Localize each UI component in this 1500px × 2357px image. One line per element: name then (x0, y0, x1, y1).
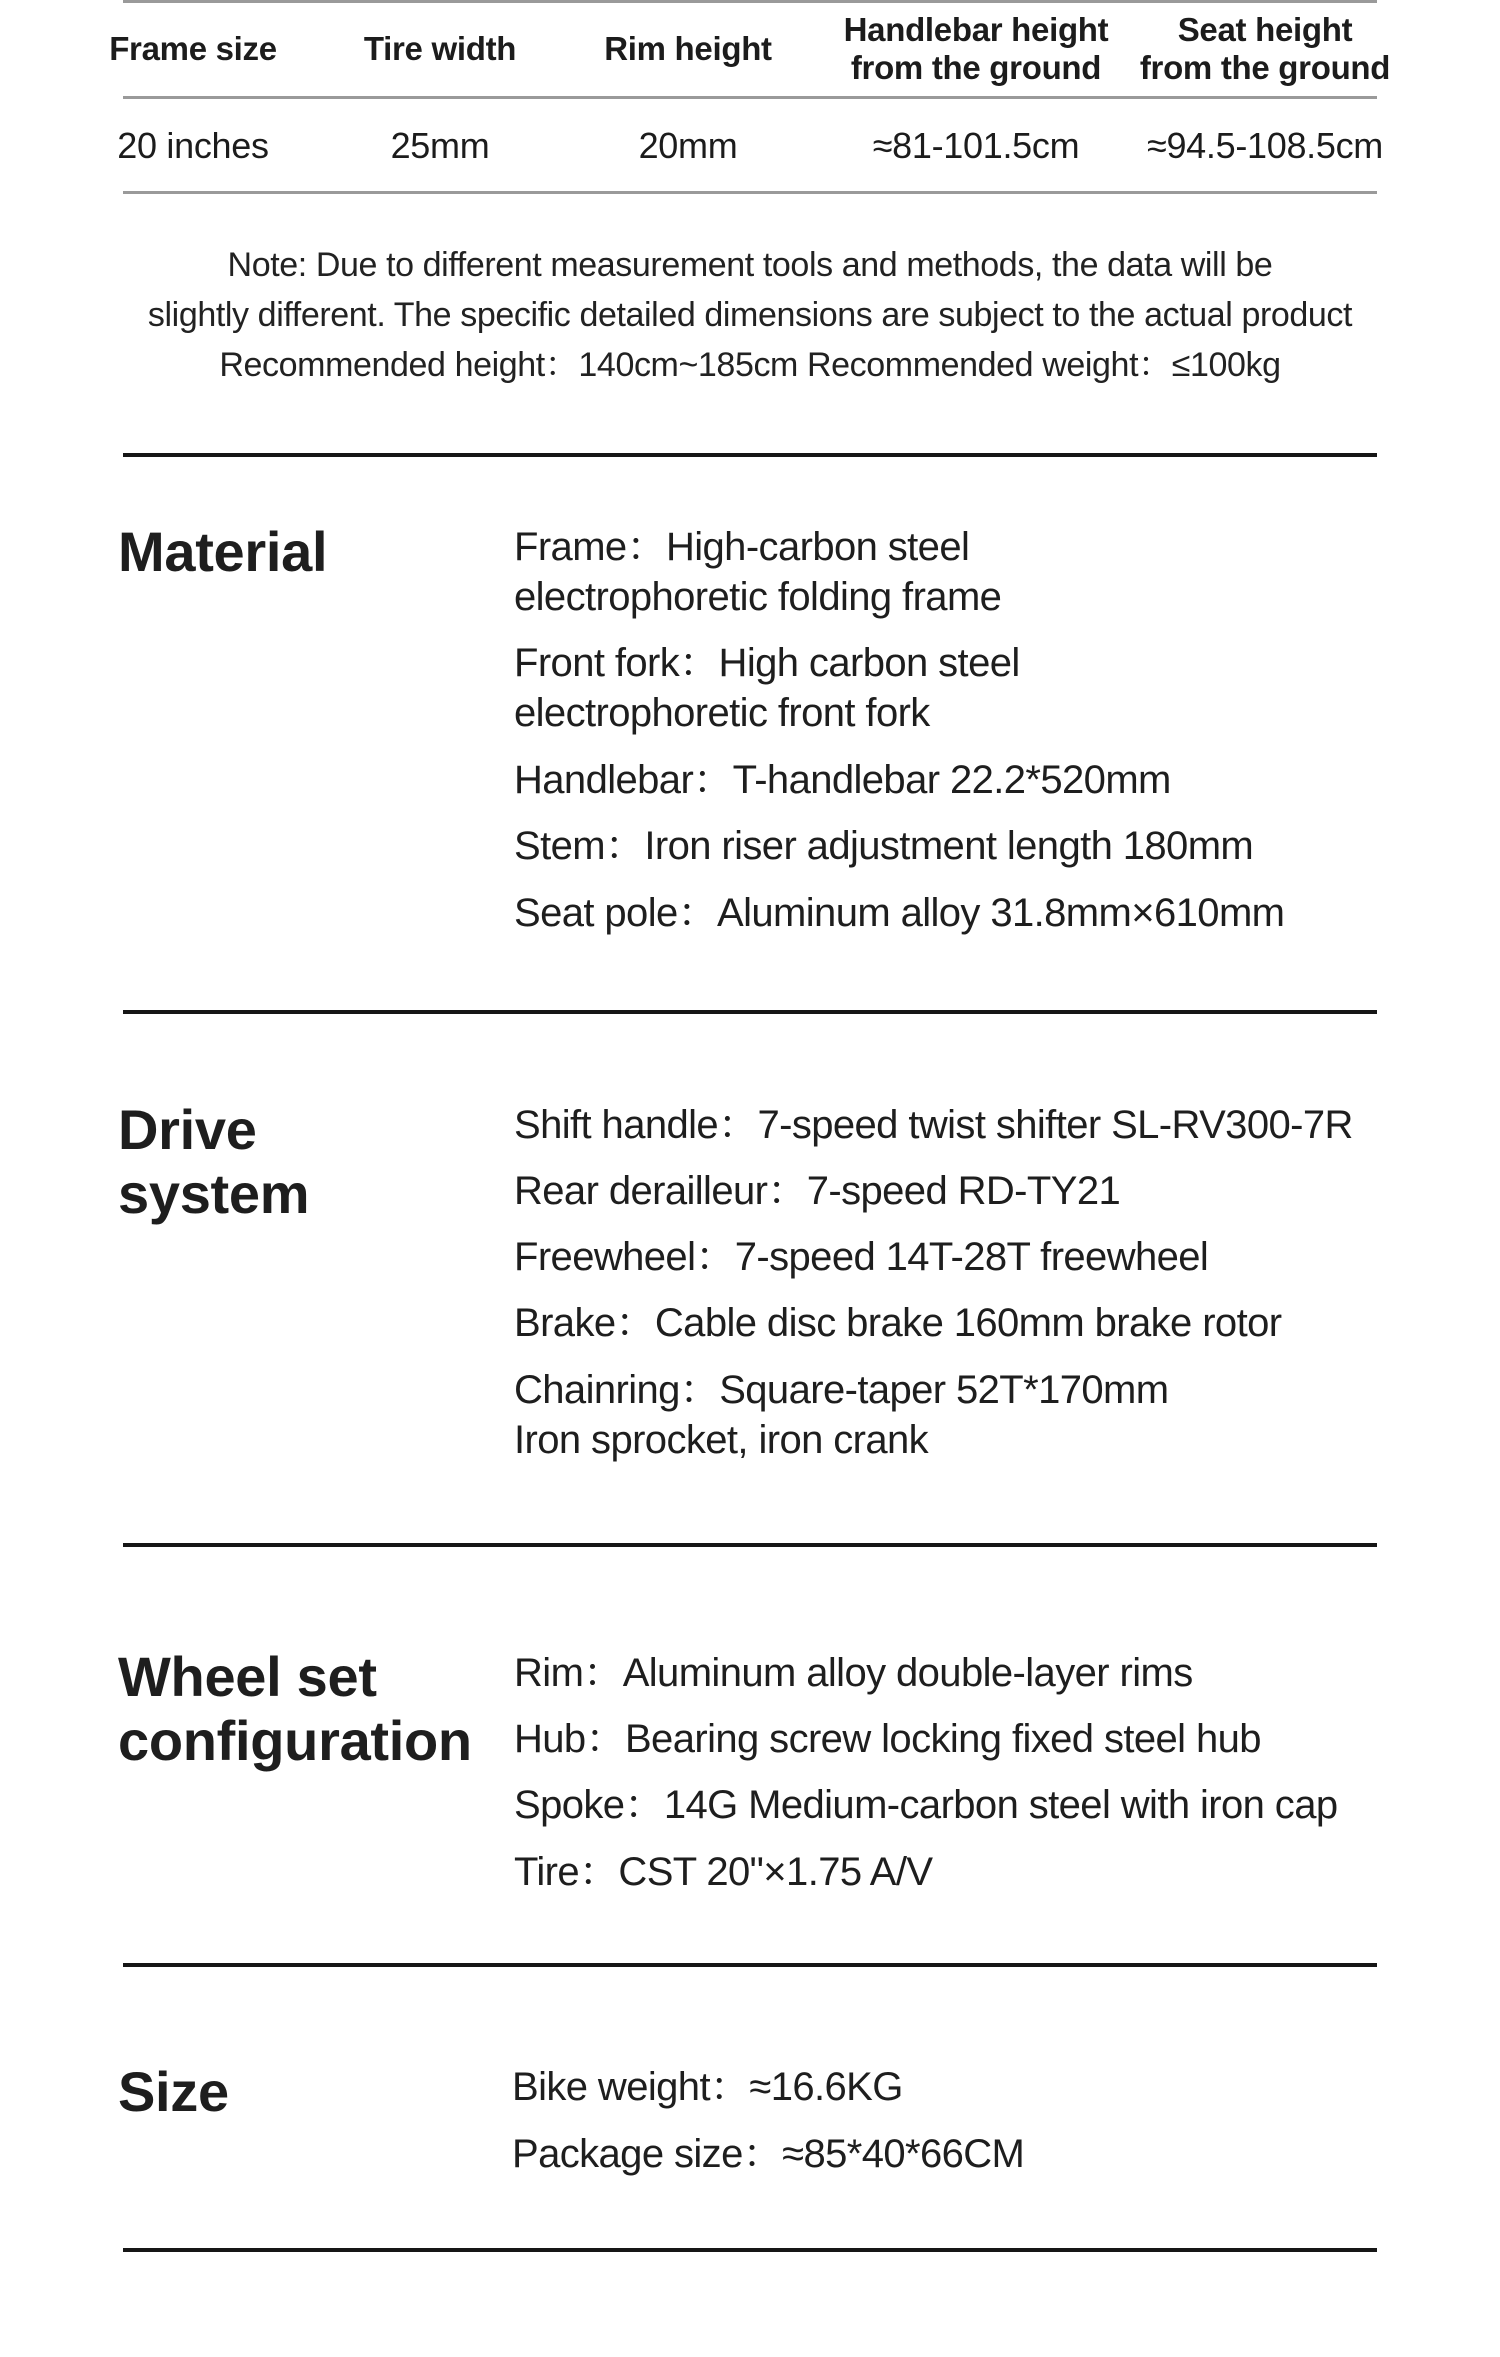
spec-item-line: Handlebar：T-handlebar 22.2*520mm (514, 758, 1171, 802)
section-title-line: Size (118, 2060, 229, 2123)
note-line-3: Recommended height：140cm~185cm Recommended weight：≤100kg (219, 346, 1281, 384)
spec-item-rim (514, 1648, 1193, 1698)
table-header-seat-height (1120, 0, 1410, 97)
header-text: Tire width (363, 29, 517, 67)
header-text: Rim height (604, 29, 772, 67)
spec-item-line: Iron sprocket, iron crank (514, 1418, 929, 1462)
spec-item-brake (514, 1298, 1281, 1348)
spec-item-line: Stem：Iron riser adjustment length 180mm (514, 824, 1254, 868)
spec-item-line: Rim：Aluminum alloy double-layer rims (514, 1651, 1193, 1695)
spec-item-hub (514, 1714, 1261, 1764)
spec-item-line: Rear derailleur：7-speed RD-TY21 (514, 1169, 1121, 1213)
section-title (118, 1098, 309, 1226)
table-header-divider (123, 96, 1377, 99)
spec-item-line: Hub：Bearing screw locking fixed steel hub (514, 1717, 1261, 1761)
section-title-line: Drive (118, 1098, 257, 1161)
spec-item-line: Chainring：Square-taper 52T*170mm (514, 1368, 1169, 1412)
section-divider (123, 2248, 1377, 2252)
spec-item-line: Frame：High-carbon steel (514, 525, 970, 569)
table-header-handlebar-height (826, 0, 1126, 97)
spec-item-line: Shift handle：7-speed twist shifter SL-RV300-7R (514, 1103, 1353, 1147)
section-title-line: system (118, 1162, 310, 1225)
section-divider (123, 453, 1377, 457)
section-title (118, 520, 327, 584)
table-cell-rim-height: 20mm (638, 125, 738, 166)
header-text: Seat height (1177, 10, 1353, 48)
spec-item-spoke (514, 1780, 1338, 1830)
spec-item-line: electrophoretic folding frame (514, 575, 1002, 619)
note-line-1: Note: Due to different measurement tools and methods, the data will be (227, 246, 1273, 284)
spec-item-front-fork (514, 638, 1020, 738)
table-header-rim-height (578, 0, 798, 97)
section-title-line: Wheel set (118, 1645, 377, 1708)
spec-item-frame (514, 522, 1001, 622)
spec-item-line: Tire：CST 20"×1.75 A/V (514, 1850, 933, 1894)
header-text: from the ground (1139, 48, 1391, 86)
header-text: Frame size (109, 29, 277, 67)
header-text: from the ground (850, 48, 1102, 86)
table-cell-handlebar-height: ≈81-101.5cm (872, 125, 1080, 166)
spec-item-line: Front fork：High carbon steel (514, 641, 1020, 685)
header-text: Handlebar height (843, 10, 1109, 48)
spec-item-line: Brake：Cable disc brake 160mm brake rotor (514, 1301, 1282, 1345)
table-cell-seat-height: ≈94.5-108.5cm (1147, 125, 1383, 166)
table-cell-tire-width: 25mm (390, 125, 490, 166)
spec-item-stem (514, 821, 1253, 871)
table-header-tire-width (330, 0, 550, 97)
section-title-line: configuration (118, 1709, 472, 1772)
spec-item-line: Bike weight：≈16.6KG (512, 2065, 903, 2109)
spec-item-bike-weight (512, 2062, 903, 2112)
table-cell-frame-size: 20 inches (117, 125, 269, 166)
spec-item-seat-pole (514, 888, 1284, 938)
spec-item-tire (514, 1847, 932, 1897)
table-bottom-border (123, 191, 1377, 194)
table-header-frame-size (83, 0, 303, 97)
spec-item-line: Package size：≈85*40*66CM (512, 2132, 1025, 2176)
section-title (118, 2060, 229, 2124)
spec-item-handlebar (514, 755, 1171, 805)
spec-item-freewheel (514, 1232, 1208, 1282)
spec-item-line: Spoke：14G Medium-carbon steel with iron cap (514, 1783, 1338, 1827)
section-title (118, 1645, 472, 1773)
spec-item-rear-derailleur (514, 1166, 1120, 1216)
note-line-2: slightly different. The specific detailed dimensions are subject to the actual product (147, 296, 1353, 334)
spec-item-line: electrophoretic front fork (514, 691, 930, 735)
spec-item-shift-handle (514, 1100, 1353, 1150)
section-title-line: Material (118, 520, 328, 583)
spec-item-line: Freewheel：7-speed 14T-28T freewheel (514, 1235, 1209, 1279)
section-divider (123, 1543, 1377, 1547)
spec-item-chainring (514, 1365, 1168, 1465)
section-divider (123, 1010, 1377, 1014)
spec-item-package-size (512, 2129, 1024, 2179)
section-divider (123, 1963, 1377, 1967)
spec-item-line: Seat pole：Aluminum alloy 31.8mm×610mm (514, 891, 1285, 935)
